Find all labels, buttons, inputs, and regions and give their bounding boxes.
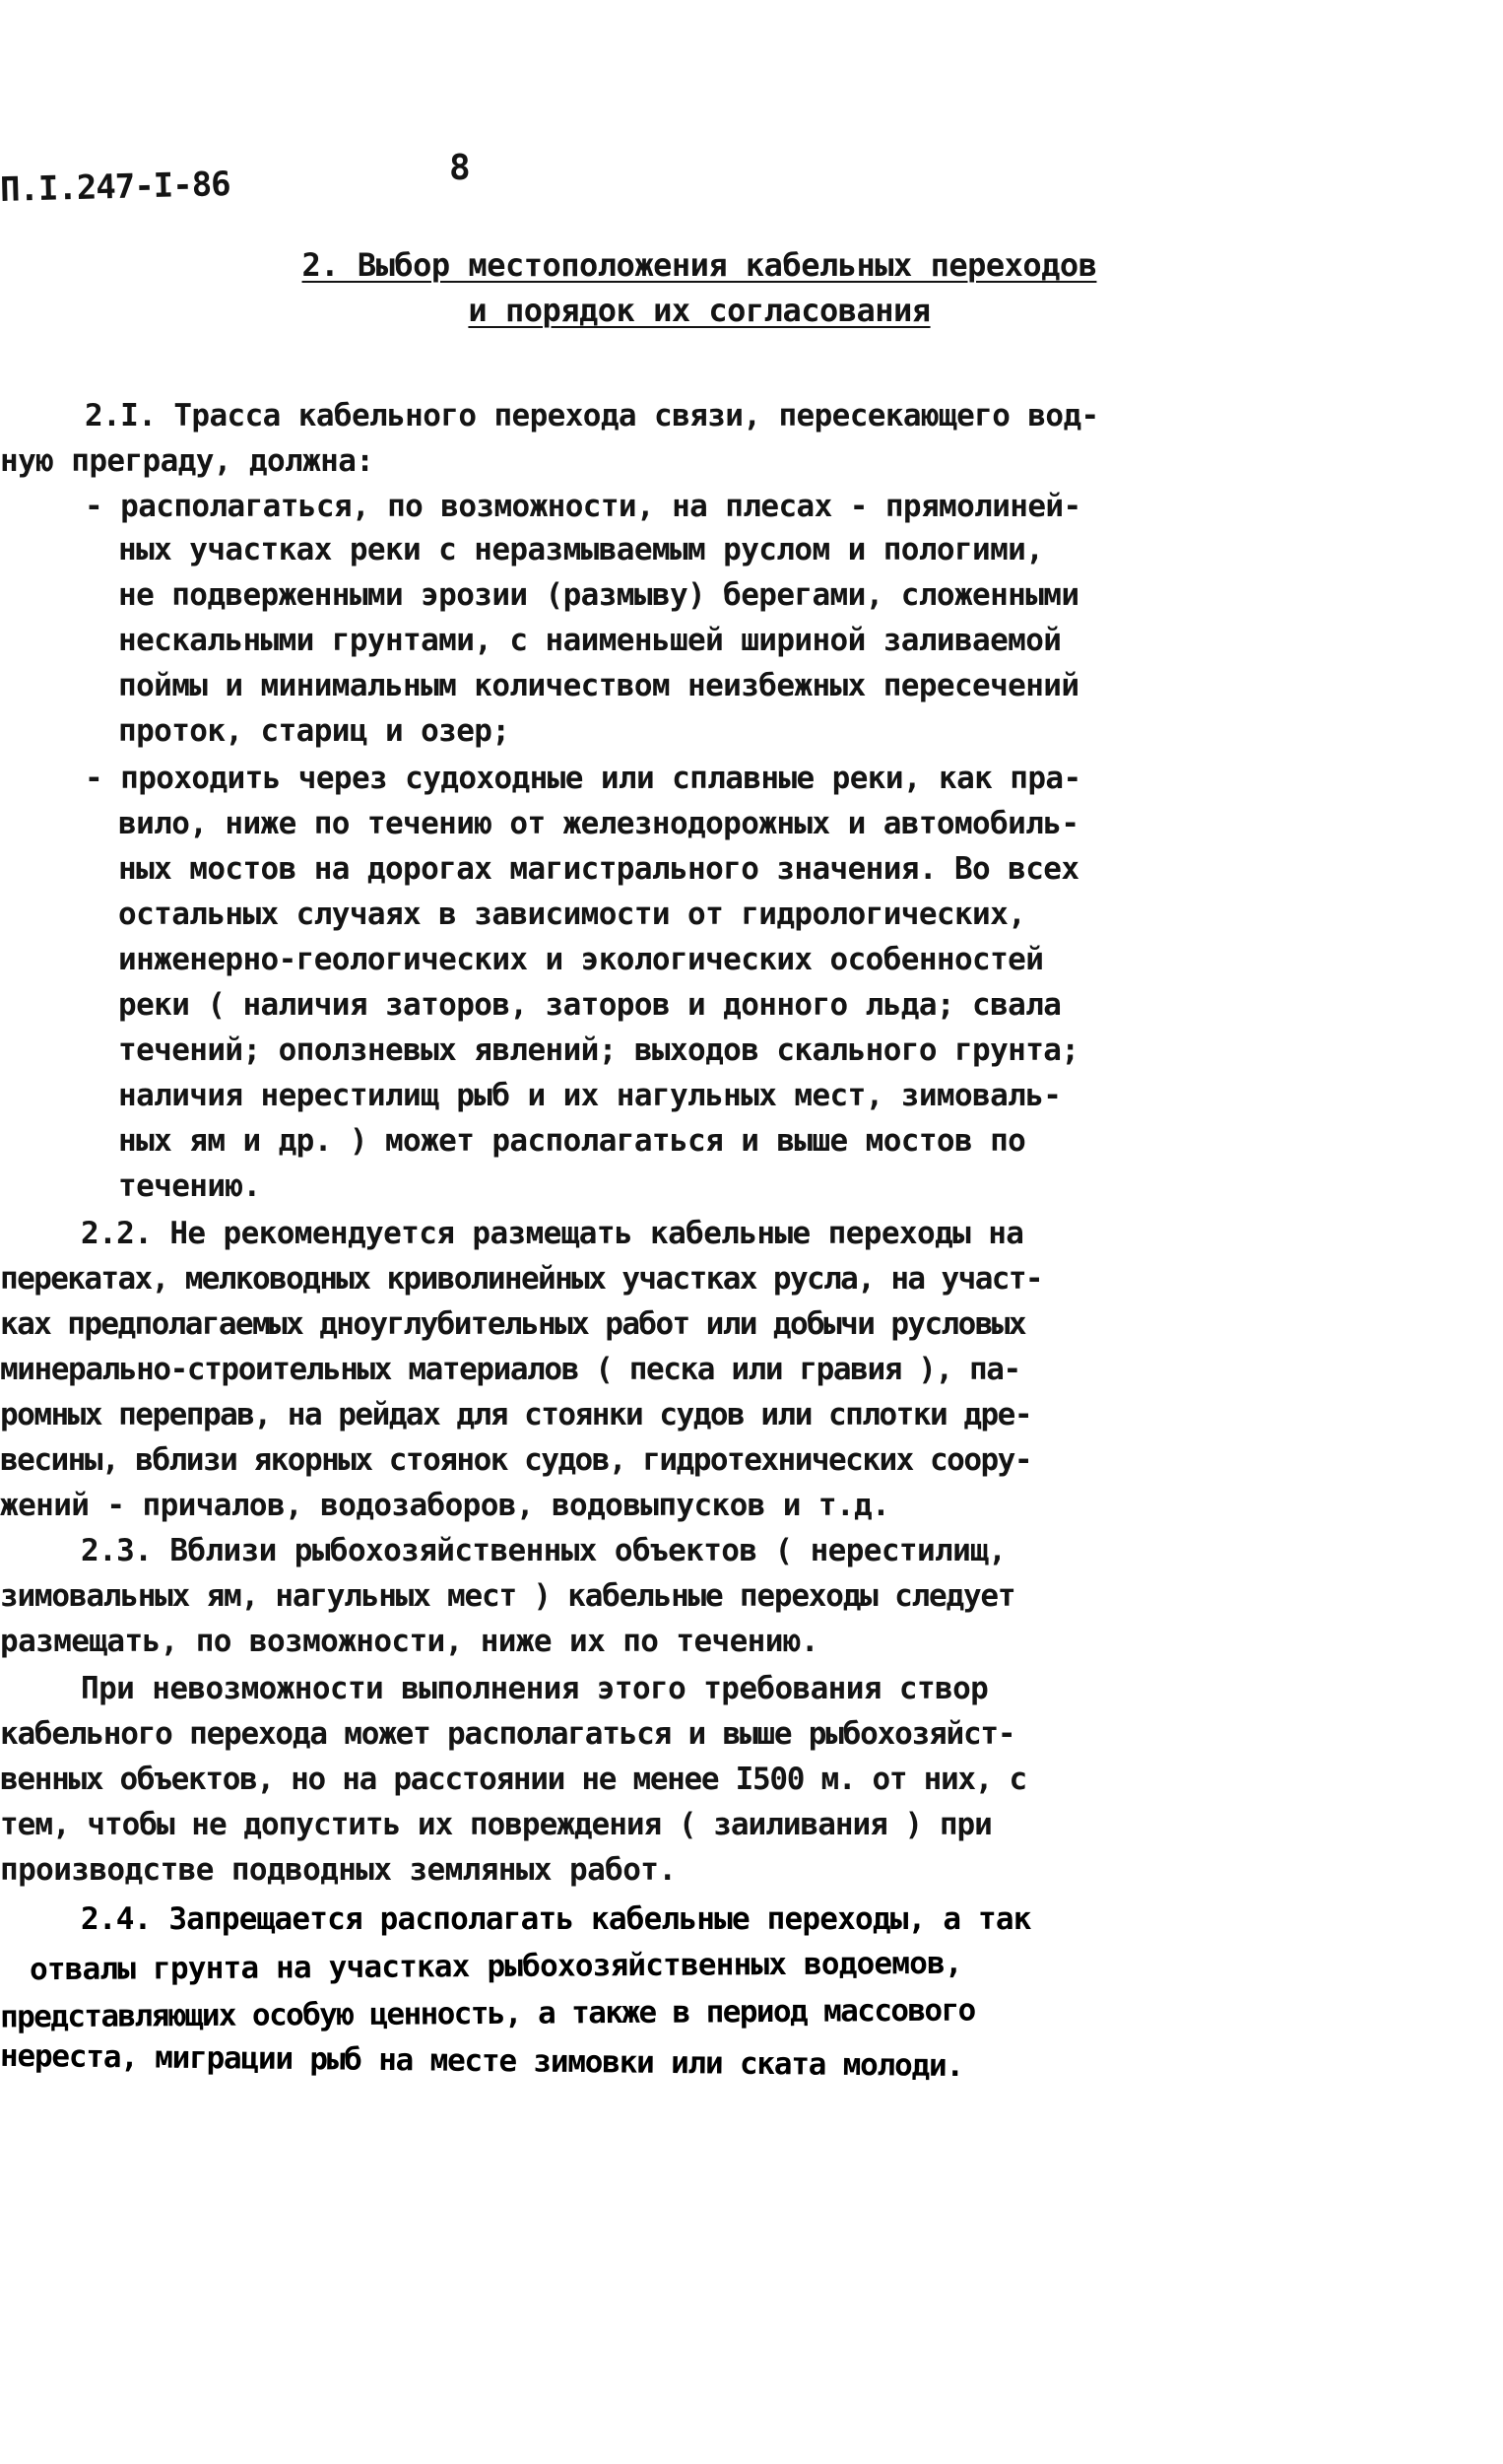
text-line: остальных случаях в зависимости от гидрологических, bbox=[118, 897, 1026, 932]
section-title-line-2: и порядок их согласования bbox=[468, 292, 931, 329]
text-line: 2.I. Трасса кабельного перехода связи, пересекающего вод- bbox=[85, 398, 1099, 433]
text-line: ных мостов на дорогах магистрального значения. Во всех bbox=[118, 851, 1079, 887]
text-line: перекатах, мелководных криволинейных участках русла, на участ- bbox=[0, 1261, 1042, 1297]
text-line: зимовальных ям, нагульных мест ) кабельные переходы следует bbox=[0, 1578, 1015, 1614]
text-line: течений; оползневых явлений; выходов скального грунта; bbox=[118, 1032, 1079, 1068]
text-line: 2.4. Запрещается располагать кабельные переходы, а так bbox=[81, 1901, 1031, 1937]
text-line: течению. bbox=[118, 1168, 261, 1204]
text-line: вило, ниже по течению от железнодорожных и автомобиль- bbox=[118, 806, 1079, 841]
text-line: проток, стариц и озер; bbox=[118, 713, 510, 749]
text-line: реки ( наличия заторов, заторов и донного льда; свала bbox=[118, 987, 1062, 1023]
text-line: минерально-строительных материалов ( песка или гравия ), па- bbox=[0, 1352, 1020, 1387]
text-line: кабельного перехода может располагаться и выше рыбохозяйст- bbox=[0, 1716, 1015, 1752]
text-line: нереста, миграции рыб на месте зимовки или ската молоди. bbox=[0, 2037, 964, 2085]
page-number: 8 bbox=[449, 148, 471, 188]
section-title bbox=[158, 242, 1241, 333]
section-title-line-1: 2. Выбор местоположения кабельных переходов bbox=[301, 246, 1097, 284]
text-line: При невозможности выполнения этого требования створ bbox=[81, 1671, 989, 1706]
text-line: ную преграду, должна: bbox=[0, 443, 374, 479]
text-line: отвалы грунта на участках рыбохозяйственных водоемов, bbox=[29, 1945, 962, 1988]
text-line: - проходить через судоходные или сплавные реки, как пра- bbox=[85, 761, 1081, 796]
text-line: поймы и минимальным количеством неизбежных пересечений bbox=[118, 668, 1079, 703]
text-line: тем, чтобы не допустить их повреждения ( заиливания ) при bbox=[0, 1807, 992, 1842]
text-line: ных участках реки с неразмываемым руслом и пологими, bbox=[118, 532, 1044, 567]
text-line: ках предполагаемых дноуглубительных работ или добычи русловых bbox=[0, 1306, 1025, 1342]
text-line: жений - причалов, водозаборов, водовыпусков и т.д. bbox=[0, 1488, 890, 1523]
text-line: наличия нерестилищ рыб и их нагульных мест, зимоваль- bbox=[118, 1078, 1062, 1113]
text-line: не подверженными эрозии (размыву) берегами, сложенными bbox=[118, 577, 1079, 613]
text-line: 2.3. Вблизи рыбохозяйственных объектов ( нерестилищ, bbox=[81, 1533, 1007, 1568]
text-line: ромных переправ, на рейдах для стоянки судов или сплотки дре- bbox=[0, 1397, 1031, 1432]
text-line: нескальными грунтами, с наименьшей шириной заливаемой bbox=[118, 623, 1062, 658]
text-line: 2.2. Не рекомендуется размещать кабельные переходы на bbox=[81, 1216, 1024, 1251]
text-line: производстве подводных земляных работ. bbox=[0, 1852, 677, 1888]
text-line: весины, вблизи якорных стоянок судов, гидротехнических соору- bbox=[0, 1442, 1031, 1478]
text-line: размещать, по возможности, ниже их по течению. bbox=[0, 1624, 818, 1659]
text-line: представляющих особую ценность, а также в период массового bbox=[0, 1992, 975, 2035]
text-line: - располагаться, по возможности, на плесах - прямолиней- bbox=[85, 489, 1081, 524]
text-line: инженерно-геологических и экологических особенностей bbox=[118, 942, 1044, 977]
text-line: ных ям и др. ) может располагаться и выше мостов по bbox=[118, 1123, 1026, 1159]
text-line: венных объектов, но на расстоянии не менее I500 м. от них, с bbox=[0, 1762, 1026, 1797]
document-code: П.I.247-I-86 bbox=[0, 164, 231, 211]
